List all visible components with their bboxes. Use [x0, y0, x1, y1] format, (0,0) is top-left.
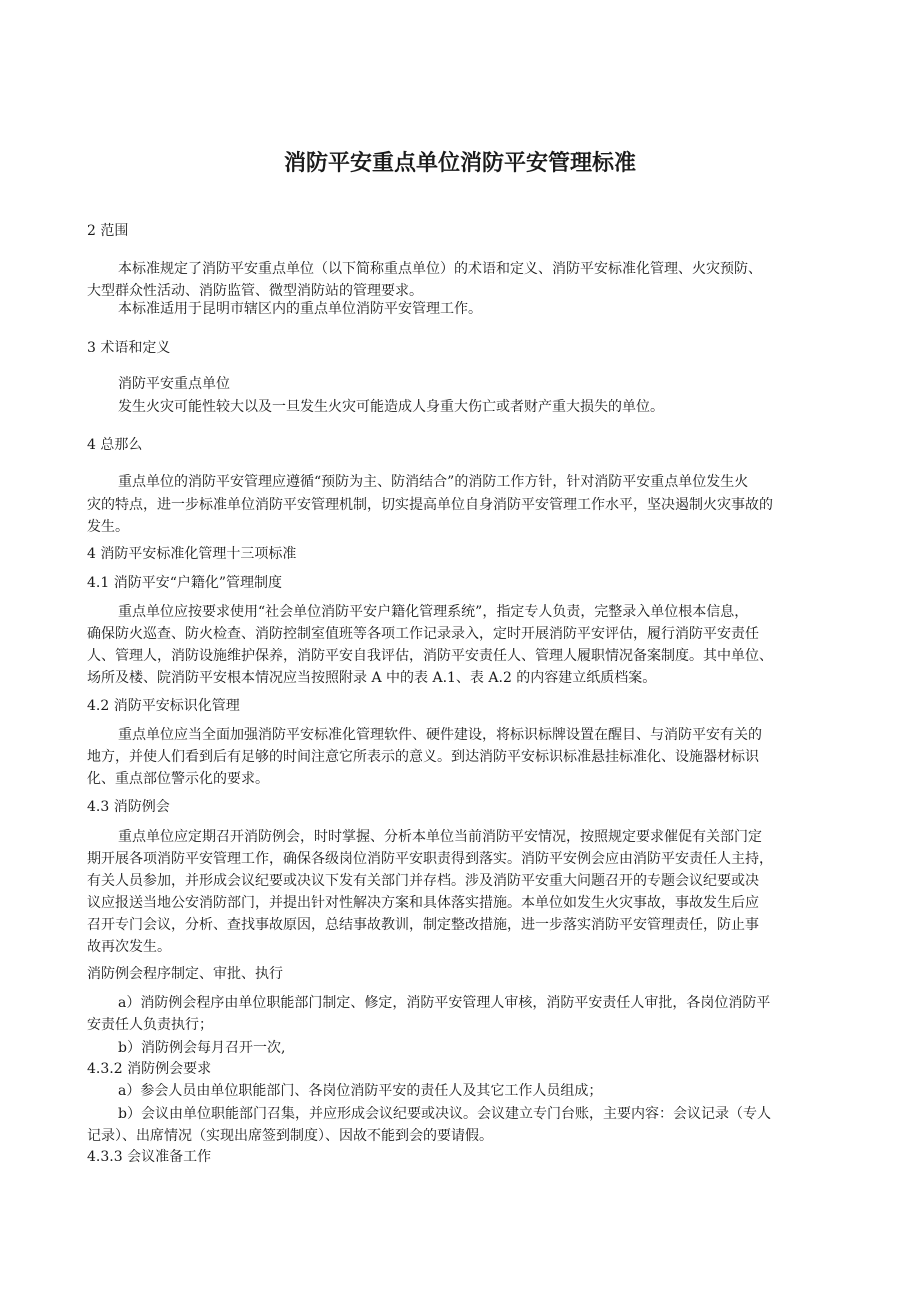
- document-title: 消防平安重点单位消防平安管理标准: [283, 151, 636, 176]
- paragraph-line: 确保防火巡查、防火检查、消防控制室值班等各项工作记录录入，定时开展消防平安评估，履行消防平安责任: [87, 626, 759, 642]
- section-heading: 3 术语和定义: [87, 340, 171, 356]
- paragraph-line: 化、重点部位警示化的要求。: [87, 771, 269, 787]
- paragraph-line: 重点单位应当全面加强消防平安标准化管理软件、硬件建设，将标识标牌设置在醒目、与消防平安有关的: [118, 727, 762, 743]
- paragraph-line: 地方，并使人们看到后有足够的时间注意它所表示的意义。到达消防平安标识标准悬挂标准化、设施器材标识: [87, 749, 759, 765]
- term-definition: 发生火灾可能性较大以及一旦发生火灾可能造成人身重大伤亡或者财产重大损失的单位。: [118, 399, 664, 415]
- paragraph-line: 重点单位应定期召开消防例会，时时掌握、分析本单位当前消防平安情况，按照规定要求催促有关部门定: [118, 829, 762, 845]
- paragraph-line: 有关人员参加，并形成会议纪要或决议下发有关部门并存档。涉及消防平安重大问题召开的专题会议纪要或决: [87, 873, 759, 889]
- paragraph-line: 场所及楼、院消防平安根本情况应当按照附录 A 中的表 A.1、表 A.2 的内容建立纸质档案。: [87, 670, 657, 686]
- paragraph-line: 议应报送当地公安消防部门，并提出针对性解决方案和具体落实措施。本单位如发生火灾事故，事故发生后应: [87, 895, 759, 911]
- list-item: a）消防例会程序由单位职能部门制定、修定，消防平安管理人审核，消防平安责任人审批，各岗位消防平: [118, 995, 771, 1011]
- subsection-heading: 消防例会程序制定、审批、执行: [87, 966, 283, 982]
- paragraph-line: 灾的特点，进一步标准单位消防平安管理机制，切实提高单位自身消防平安管理工作水平，坚决遏制火灾事故的: [87, 497, 773, 513]
- subsection-heading: 4.3 消防例会: [87, 799, 170, 815]
- paragraph-line: 大型群众性活动、消防监管、微型消防站的管理要求。: [87, 283, 423, 299]
- list-item: a）参会人员由单位职能部门、各岗位消防平安的责任人及其它工作人员组成；: [118, 1083, 603, 1099]
- paragraph-line: 本标准规定了消防平安重点单位（以下简称重点单位）的术语和定义、消防平安标准化管理、火灾预防、: [118, 261, 762, 277]
- subsection-heading: 4.2 消防平安标识化管理: [87, 698, 240, 714]
- paragraph-line: 重点单位应按要求使用“社会单位消防平安户籍化管理系统”，指定专人负责，完整录入单位根本信息，: [118, 604, 749, 620]
- paragraph-line: 人、管理人，消防设施维护保养，消防平安自我评估，消防平安责任人、管理人履职情况备案制度。其中单位、: [87, 648, 773, 664]
- section-heading: 4 总那么: [87, 437, 143, 453]
- paragraph-line: 期开展各项消防平安管理工作，确保各级岗位消防平安职责得到落实。消防平安例会应由消防平安责任人主持，: [87, 851, 773, 867]
- subsection-heading: 4.1 消防平安“户籍化”管理制度: [87, 575, 283, 591]
- paragraph-line: 本标准适用于昆明市辖区内的重点单位消防平安管理工作。: [118, 301, 482, 317]
- paragraph-line: 发生。: [87, 519, 129, 535]
- paragraph-line: 召开专门会议，分析、查找事故原因，总结事故教训，制定整改措施，进一步落实消防平安管理责任，防止事: [87, 917, 759, 933]
- paragraph-line: 重点单位的消防平安管理应遵循“预防为主、防消结合”的消防工作方针，针对消防平安重点单位发生火: [118, 474, 749, 490]
- subsection-heading: 4.3.3 会议准备工作: [87, 1149, 212, 1165]
- paragraph-line: 故再次发生。: [87, 939, 171, 955]
- list-item: b）消防例会每月召开一次,: [118, 1040, 286, 1056]
- term-name: 消防平安重点单位: [118, 376, 230, 392]
- list-item-continuation: 记录）、出席情况（实现出席签到制度）、因故不能到会的要请假。: [87, 1128, 493, 1144]
- list-item-continuation: 安责任人负责执行；: [87, 1017, 213, 1033]
- section-heading: 2 范围: [87, 223, 129, 239]
- subsection-heading: 4.3.2 消防例会要求: [87, 1061, 212, 1077]
- section-heading: 4 消防平安标准化管理十三项标准: [87, 546, 297, 562]
- list-item: b）会议由单位职能部门召集，并应形成会议纪要或决议。会议建立专门台账，主要内容：会议记录（专人: [118, 1106, 771, 1122]
